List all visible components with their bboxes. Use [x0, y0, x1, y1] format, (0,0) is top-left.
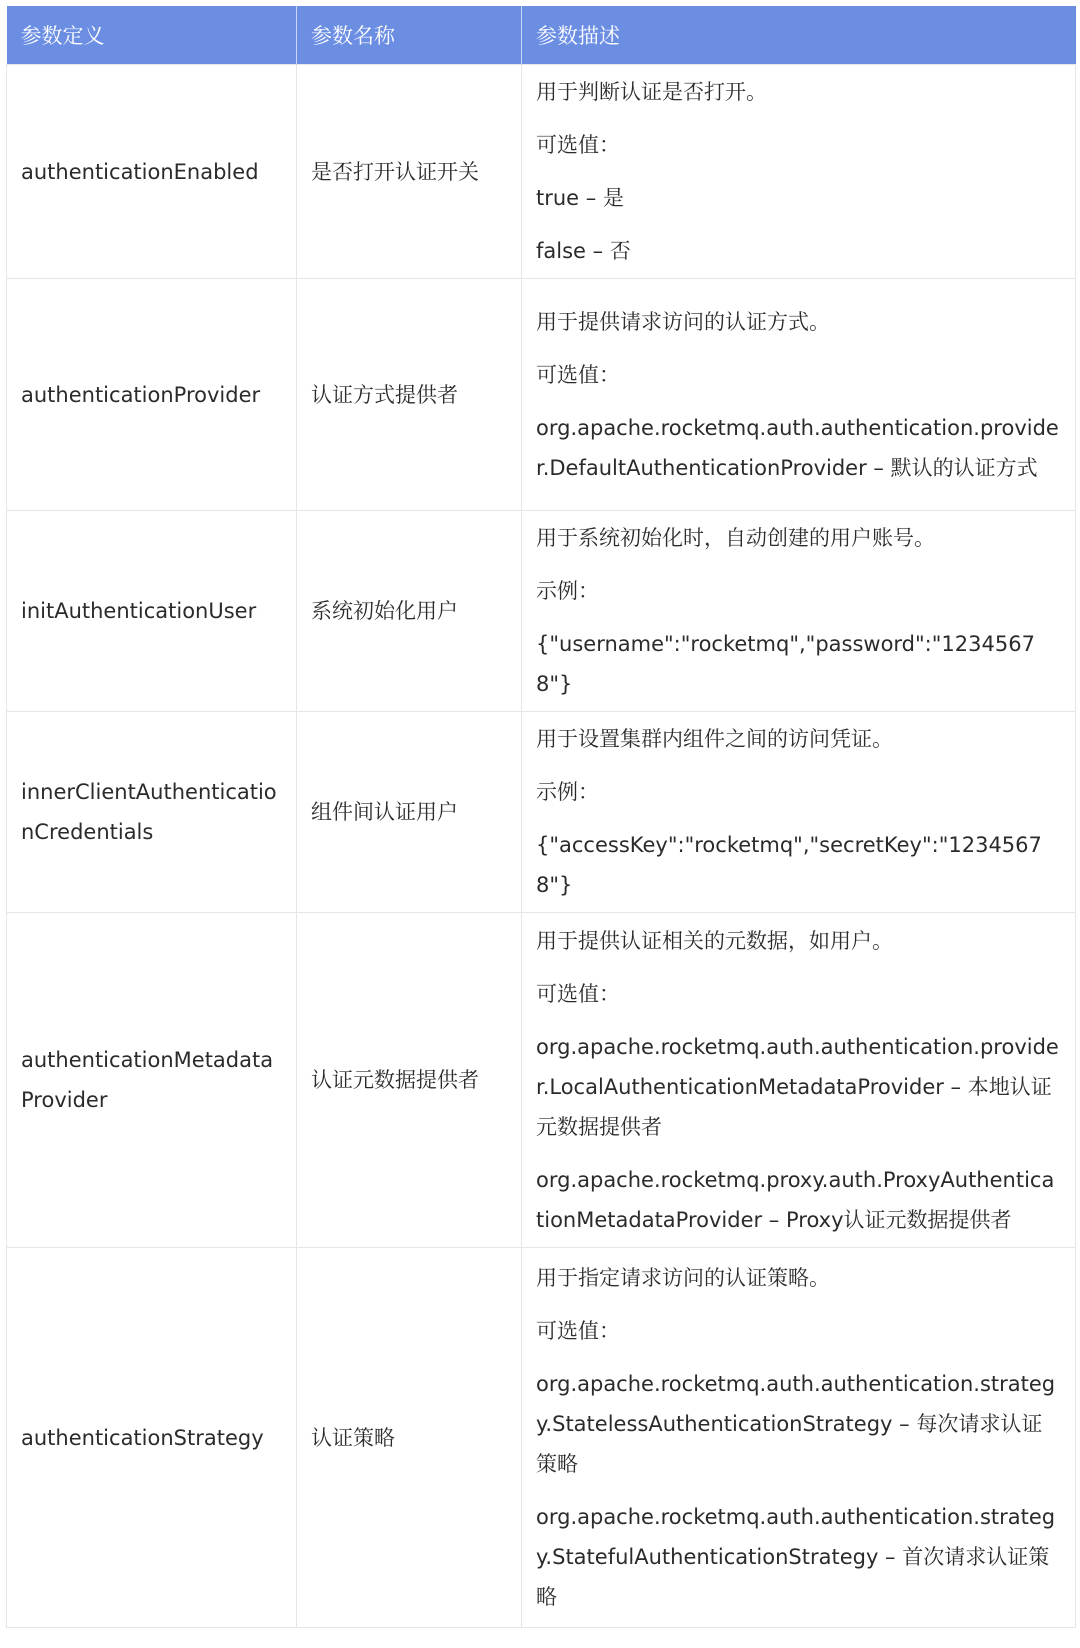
description-line: 用于指定请求访问的认证策略。	[536, 1266, 830, 1290]
table-row	[7, 712, 1076, 913]
description-line: org.apache.rocketmq.auth.authentication.provider.DefaultAuthenticationProvider – 默认的认证方式	[536, 415, 1059, 480]
description-line: org.apache.rocketmq.proxy.auth.ProxyAuthenticationMetadataProvider – Proxy认证元数据提供者	[536, 1167, 1055, 1232]
cell-definition: authenticationEnabled	[7, 65, 297, 279]
description-line: 示例：	[536, 780, 599, 804]
description-line: 用于系统初始化时，自动创建的用户账号。	[536, 526, 935, 550]
table-row	[7, 65, 1076, 279]
description-line: 用于设置集群内组件之间的访问凭证。	[536, 727, 893, 751]
description-line: 可选值：	[536, 981, 620, 1006]
cell-name: 认证策略	[297, 1248, 522, 1628]
description-line: 用于提供认证相关的元数据，如用户。	[536, 928, 893, 953]
description-line: 示例：	[536, 579, 599, 603]
description-line: true – 是	[536, 186, 624, 210]
cell-definition: innerClientAuthenticationCredentials	[7, 712, 297, 913]
cell-name: 是否打开认证开关	[297, 65, 522, 279]
header-name: 参数名称	[297, 6, 522, 65]
cell-definition: authenticationProvider	[7, 279, 297, 511]
header-description: 参数描述	[522, 6, 1076, 65]
description-line: org.apache.rocketmq.auth.authentication.provider.LocalAuthenticationMetadataProvider – 本地认证元数据提供者	[536, 1034, 1059, 1139]
cell-definition: authenticationMetadataProvider	[7, 913, 297, 1248]
cell-description	[522, 279, 1076, 511]
table-row	[7, 279, 1076, 511]
cell-name: 认证方式提供者	[297, 279, 522, 511]
table-row	[7, 913, 1076, 1248]
cell-name: 组件间认证用户	[297, 712, 522, 913]
description-line: org.apache.rocketmq.auth.authentication.strategy.StatelessAuthenticationStrategy – 每次请求认证策略	[536, 1372, 1056, 1476]
cell-description	[522, 511, 1076, 712]
cell-description	[522, 65, 1076, 279]
header-definition: 参数定义	[7, 6, 297, 65]
description-line: 用于判断认证是否打开。	[536, 80, 767, 104]
parameter-table-container	[6, 6, 1075, 1628]
table-header-row	[7, 6, 1076, 65]
description-line: {"accessKey":"rocketmq","secretKey":"12345678"}	[536, 833, 1042, 897]
description-line: 可选值：	[536, 133, 620, 157]
parameter-table	[6, 6, 1076, 1628]
description-line: false – 否	[536, 239, 631, 263]
description-line: {"username":"rocketmq","password":"12345678"}	[536, 632, 1035, 696]
cell-name: 系统初始化用户	[297, 511, 522, 712]
description-line: 可选值：	[536, 1319, 620, 1343]
description-line: org.apache.rocketmq.auth.authentication.strategy.StatefulAuthenticationStrategy – 首次请求认证策略	[536, 1505, 1056, 1609]
description-line: 可选值：	[536, 362, 620, 387]
cell-description	[522, 913, 1076, 1248]
table-row	[7, 1248, 1076, 1628]
description-line: 用于提供请求访问的认证方式。	[536, 309, 830, 334]
cell-definition: authenticationStrategy	[7, 1248, 297, 1628]
cell-description	[522, 712, 1076, 913]
cell-name: 认证元数据提供者	[297, 913, 522, 1248]
cell-definition: initAuthenticationUser	[7, 511, 297, 712]
cell-description	[522, 1248, 1076, 1628]
table-row	[7, 511, 1076, 712]
